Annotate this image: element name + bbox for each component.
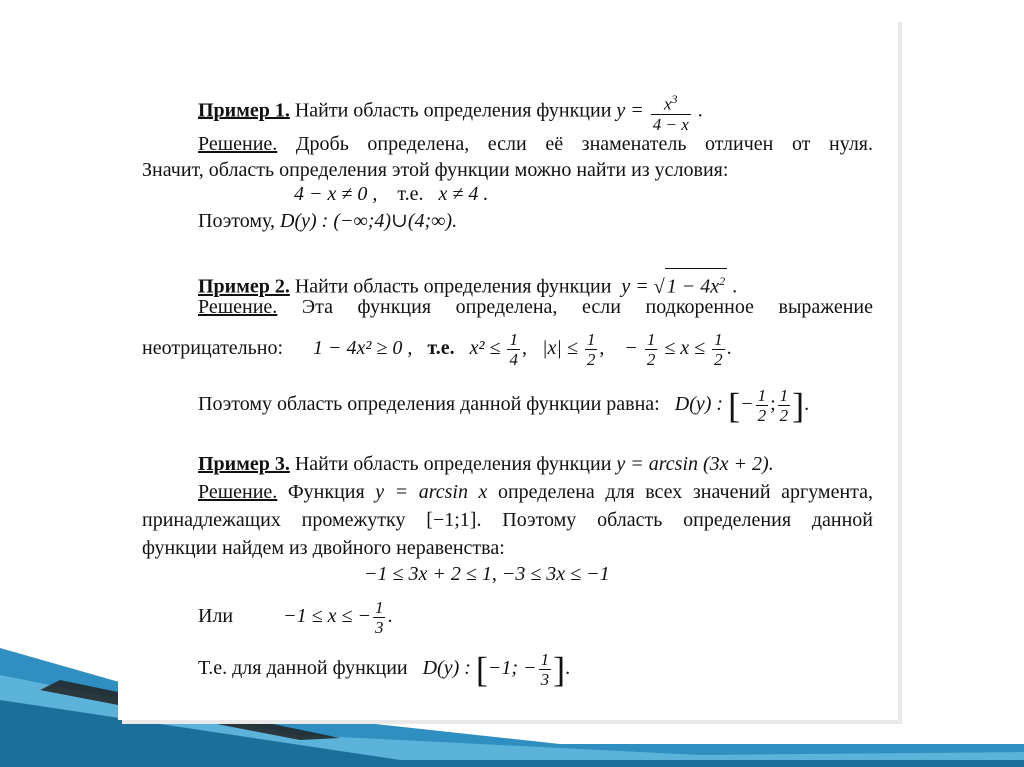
ex1-solution: Решение. Дробь определена, если её знаменатель отличен от нуля.: [198, 133, 874, 155]
ex2-solution: Решение. Эта функция определена, если подкоренное выражение: [198, 296, 873, 318]
ex3-heading: Пример 3. Найти область определения функции y = arcsin (3x + 2).: [198, 453, 774, 475]
document-page: [118, 18, 898, 720]
ex3-final: Т.е. для данной функции D(y) : [−1; − $\frac{1}{3}$ ].: [198, 649, 571, 690]
ex1-condition: 4 − x ≠ 0 , т.е. x ≠ 4 .: [294, 183, 489, 205]
ex3-line2: принадлежащих промежутку [−1;1]. Поэтому область определения данной: [142, 509, 873, 531]
ex2-domain: Поэтому область определения данной функции равна: D(y) : [− $\frac{1}{2}$ ; $\frac{1}{2}$ ].: [198, 385, 810, 426]
ex3-or-line: Или −1 ≤ x ≤ − $\frac{1}{3}$ .: [198, 598, 393, 637]
ex1-heading: Пример 1. Найти область определения функции y = $\frac{x^3}{4 - x}$ .: [198, 92, 703, 134]
ex1-fraction: $\frac{x^3}{4 - x}$: [652, 92, 689, 134]
ex2-inequalities: неотрицательно: 1 − 4x² ≥ 0 , т.е. x² ≤ $\frac{1}{4}$ , |x| ≤ $\frac{1}{2}$ , − $\frac{1}{2}$ ≤ x ≤ $\frac{1}{2}$ .: [142, 330, 732, 369]
ex1-line2: Значит, область определения этой функции можно найти из условия:: [142, 159, 729, 181]
ex3-double-inequality: −1 ≤ 3x + 2 ≤ 1, −3 ≤ 3x ≤ −1: [364, 563, 610, 585]
ex2-heading: Пример 2. Найти область определения функции y = √ $1 - 4x^2$ .: [198, 268, 737, 299]
ex1-domain: Поэтому, D(y) : (−∞;4)∪(4;∞).: [198, 210, 458, 232]
ex3-solution: Решение. Функция y = arcsin x определена для всех значений аргумента,: [198, 481, 874, 503]
ex3-line3: функции найдем из двойного неравенства:: [142, 537, 505, 559]
